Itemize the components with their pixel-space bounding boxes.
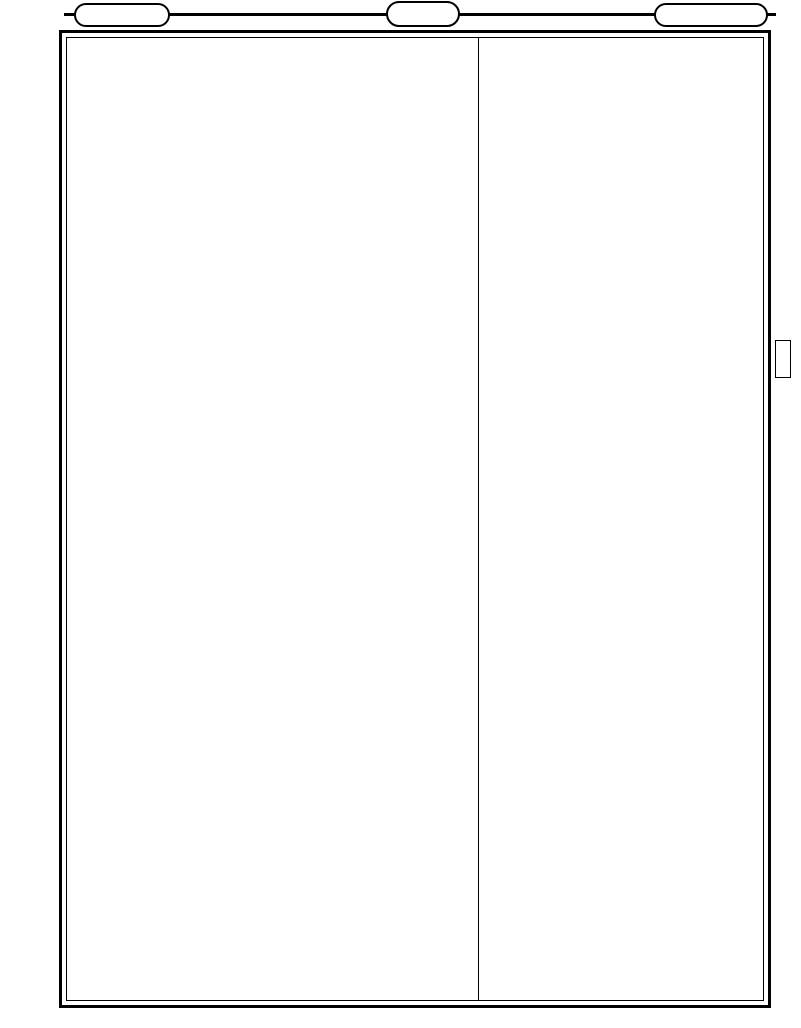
verse-table	[66, 37, 764, 1001]
ruku-marker	[775, 340, 791, 378]
surah-label	[654, 3, 768, 27]
column-divider	[478, 38, 479, 1000]
page-header	[64, 3, 776, 25]
page-number	[386, 1, 460, 27]
page-frame	[59, 30, 771, 1008]
juz-label	[74, 3, 170, 27]
